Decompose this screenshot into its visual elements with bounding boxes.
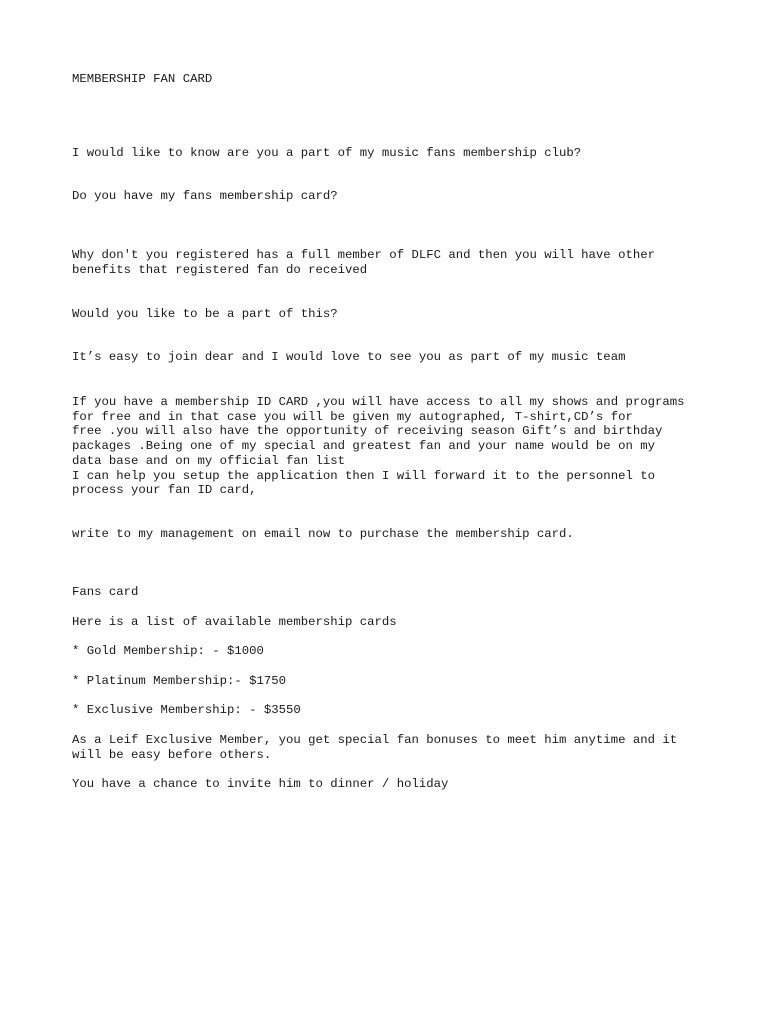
fans-card-heading: Fans card [72, 585, 139, 599]
membership-item-gold: * Gold Membership: - $1000 [72, 644, 264, 658]
text-line: I can help you setup the application then I will forward it to the personnel to [72, 468, 655, 483]
paragraph-register-benefits [72, 248, 655, 277]
document-title: MEMBERSHIP FAN CARD [72, 72, 213, 86]
text-line: Why don't you registered has a full member of DLFC and then you will have other [72, 248, 655, 262]
text-line: free .you will also have the opportunity of receiving season Gift’s and birthday [72, 424, 663, 439]
paragraph-card-question: Do you have my fans membership card? [72, 189, 338, 203]
paragraph-id-card-benefits [72, 395, 685, 498]
membership-item-platinum: * Platinum Membership:- $1750 [72, 674, 287, 688]
text-line: for free and in that case you will be given my autographed, T-shirt,CD’s for [72, 409, 633, 424]
text-line: If you have a membership ID CARD ,you will have access to all my shows and programs [72, 395, 685, 409]
membership-item-exclusive: * Exclusive Membership: - $3550 [72, 703, 301, 717]
text-line: As a Leif Exclusive Member, you get special fan bonuses to meet him anytime and it [72, 733, 678, 747]
paragraph-exclusive-bonus [72, 733, 677, 762]
paragraph-membership-question: I would like to know are you a part of my music fans membership club? [72, 146, 582, 160]
text-line: will be easy before others. [72, 747, 272, 762]
text-line: packages .Being one of my special and greatest fan and your name would be on my [72, 439, 655, 454]
text-line: process your fan ID card, [72, 483, 257, 498]
paragraph-management-email: write to my management on email now to purchase the membership card. [72, 527, 574, 541]
membership-list-intro: Here is a list of available membership cards [72, 615, 397, 629]
paragraph-easy-join: It’s easy to join dear and I would love to see you as part of my music team [72, 350, 626, 364]
text-line: data base and on my official fan list [72, 453, 346, 468]
paragraph-closing: You have a chance to invite him to dinner / holiday [72, 777, 449, 791]
text-line: benefits that registered fan do received [72, 262, 368, 277]
paragraph-join-question: Would you like to be a part of this? [72, 307, 338, 321]
